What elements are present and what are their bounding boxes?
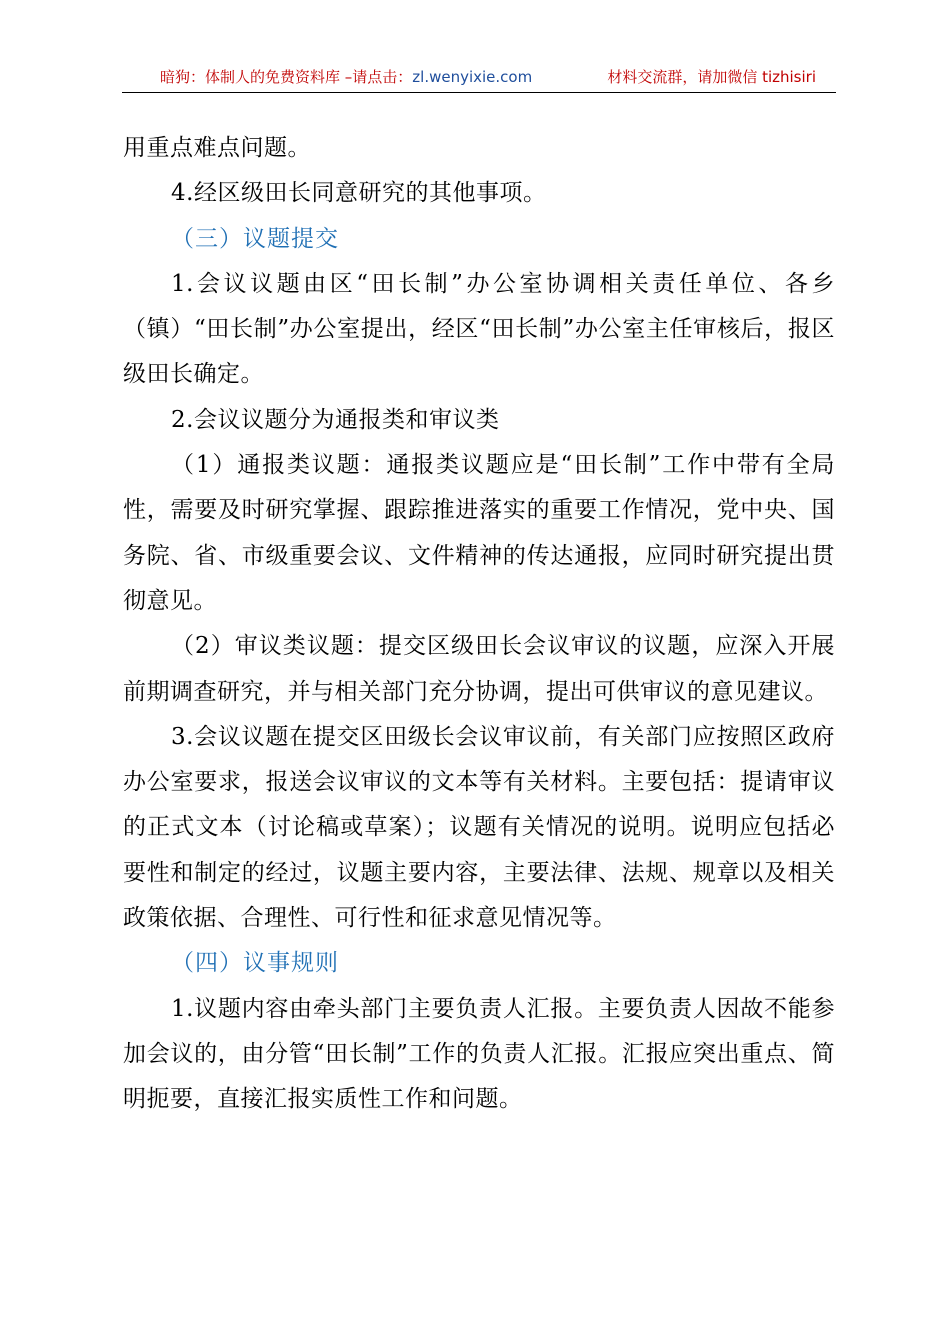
page-header — [122, 62, 836, 93]
section-heading-3: （三）议题提交 — [171, 225, 339, 252]
header-left — [160, 62, 532, 92]
document-body — [123, 126, 835, 1123]
header-url-link[interactable]: zl.wenyixie.com — [412, 68, 533, 86]
paragraph-8: 1.议题内容由牵头部门主要负责人汇报。主要负责人因故不能参加会议的，由分管“田长制”工作的负责人汇报。汇报应突出重点、简明扼要，直接汇报实质性工作和问题。 — [123, 995, 835, 1113]
section-heading-4: （四）议事规则 — [171, 950, 339, 977]
header-left-prefix: 暗狗：体制人的免费资料库 –请点击： — [160, 68, 413, 86]
paragraph-5: （1）通报类议题：通报类议题应是“田长制”工作中带有全局性，需要及时研究掌握、跟踪推进落实的重要工作情况，党中央、国务院、省、市级重要会议、文件精神的传达通报，应同时研究提出贯彻意见。 — [123, 452, 835, 614]
paragraph-6: （2）审议类议题：提交区级田长会议审议的议题，应深入开展前期调查研究，并与相关部门充分协调，提出可供审议的意见建议。 — [123, 633, 835, 705]
paragraph-7: 3.会议议题在提交区田级长会议审议前，有关部门应按照区政府办公室要求，报送会议审议的文本等有关材料。主要包括：提请审议的正式文本（讨论稿或草案）；议题有关情况的说明。说明应包括必要性和制定的经过，议题主要内容，主要法律、法规、规章以及相关政策依据、合理性、可行性和征求意见情况等。 — [123, 723, 835, 932]
paragraph-4: 2.会议议题分为通报类和审议类 — [171, 406, 500, 433]
paragraph-2: 4.经区级田长同意研究的其他事项。 — [171, 180, 547, 207]
header-right: 材料交流群，请加微信 tizhisiri — [607, 68, 816, 86]
paragraph-1: 用重点难点问题。 — [123, 135, 311, 161]
paragraph-3: 1.会议议题由区“田长制”办公室协调相关责任单位、各乡（镇）“田长制”办公室提出，经区“田长制”办公室主任审核后，报区级田长确定。 — [123, 270, 835, 388]
